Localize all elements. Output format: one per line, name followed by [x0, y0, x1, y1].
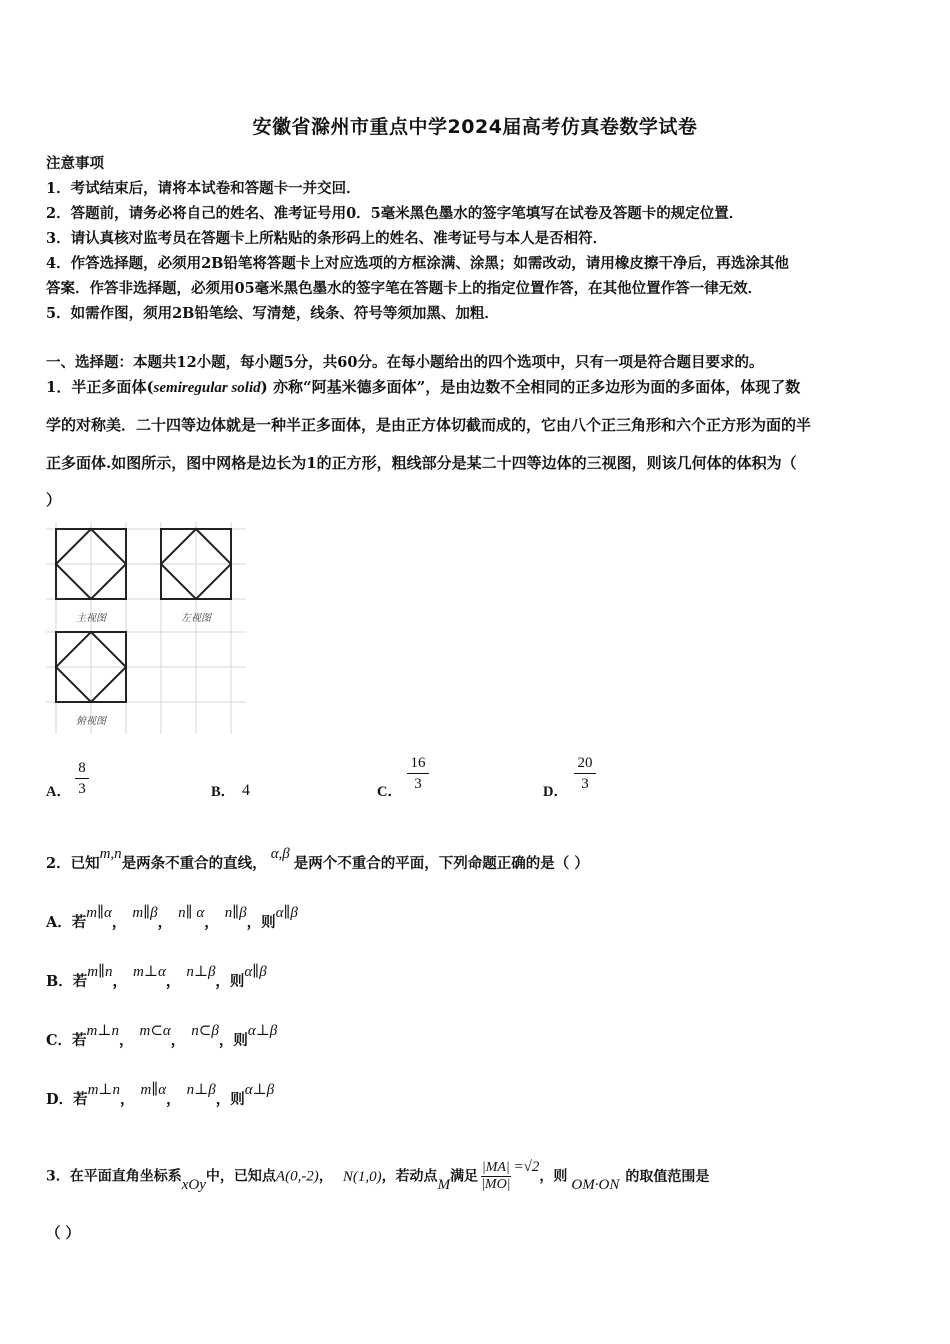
notice-item-5: 5．如需作图，须用2B铅笔绘、写清楚，线条、符号等须加黑、加粗． — [46, 305, 499, 322]
notice-item-4: 4．作答选择题，必须用2B铅笔将答题卡上对应选项的方框涂满、涂黑；如需改动，请用橡皮擦干净后，再选涂其他 — [46, 255, 789, 272]
q2-option-d[interactable]: D．若m⊥n，m∥α，n⊥β，则α⊥β — [46, 1082, 275, 1108]
q1-line2: 学的对称美．二十四等边体就是一种半正多面体，是由正方体切截而成的，它由八个正三角形和六个正方形为面的半 — [46, 416, 812, 434]
q1-choice-a-label[interactable]: A． — [46, 784, 71, 800]
q1-choice-d-label[interactable]: D． — [543, 784, 568, 800]
q2-option-c[interactable]: C．若m⊥n，m⊂α，n⊂β，则α⊥β — [46, 1023, 278, 1049]
notice-item-3: 3．请认真核对监考员在答题卡上所粘贴的条形码上的姓名、准考证号与本人是否相符． — [46, 230, 608, 247]
q1-choice-a-fraction: $\frac{8}{3}$ — [75, 760, 89, 798]
notice-heading: 注意事项 — [46, 155, 104, 172]
section-heading: 一、选择题：本题共12小题，每小题5分，共60分。在每小题给出的四个选项中，只有一项是符合题目要求的。 — [46, 354, 764, 371]
front-view-label: 主视图 — [76, 613, 106, 624]
q1-choice-b-label[interactable]: B． — [211, 784, 236, 800]
q2-option-b[interactable]: B．若m∥n，m⊥α，n⊥β，则α∥β — [46, 964, 267, 990]
top-view-label: 俯视图 — [76, 716, 106, 727]
q1-line1: 1．半正多面体(semiregular solid) 亦称“阿基米德多面体”，是由边数不全相同的正多边形为面的多面体，体现了数 — [46, 378, 801, 396]
q2-stem: 2．已知m,n是两条不重合的直线，α,β是两个不重合的平面，下列命题正确的是（ ） — [46, 846, 589, 872]
notice-item-1: 1．考试结束后，请将本试卷和答题卡一并交回． — [46, 180, 361, 197]
notice-item-2: 2．答题前，请务必将自己的姓名、准考证号用0．5毫米黑色墨水的签字笔填写在试卷及答题卡的规定位置． — [46, 205, 744, 222]
q3-stem: 3．在平面直角坐标系xOy中，已知点A(0,-2)， N(1,0)，若动点M满足 $\frac{|MA|}{|MO|}$ =√2，则 OM·ON 的取值范围是 — [46, 1158, 710, 1193]
q1-choice-c-label[interactable]: C． — [377, 784, 402, 800]
q1-line3: 正多面体.如图所示，图中网格是边长为1的正方形，粗线部分是某二十四等边体的三视图，则该几何体的体积为（ — [46, 454, 797, 472]
q1-line4: ） — [46, 491, 62, 509]
notice-item-4-cont: 答案．作答非选择题，必须用05毫米黑色墨水的签字笔在答题卡上的指定位置作答，在其他位置作答一律无效． — [46, 280, 763, 297]
q1-choice-d-fraction: $\frac{20}{3}$ — [574, 755, 596, 793]
q1-choice-c-fraction: $\frac{16}{3}$ — [407, 755, 429, 793]
three-view-figure — [46, 522, 246, 737]
q3-ratio-fraction: $\frac{|MA|}{|MO|}$ — [481, 1160, 511, 1192]
side-view-label: 左视图 — [181, 613, 211, 624]
q2-option-a[interactable]: A．若m∥α，m∥β，n∥ α，n∥β，则α∥β — [46, 905, 298, 931]
page-title: 安徽省滁州市重点中学2024届高考仿真卷数学试卷 — [252, 116, 698, 138]
q1-choice-b-value: 4 — [242, 782, 250, 799]
q3-answer-paren: （ ） — [46, 1225, 81, 1242]
